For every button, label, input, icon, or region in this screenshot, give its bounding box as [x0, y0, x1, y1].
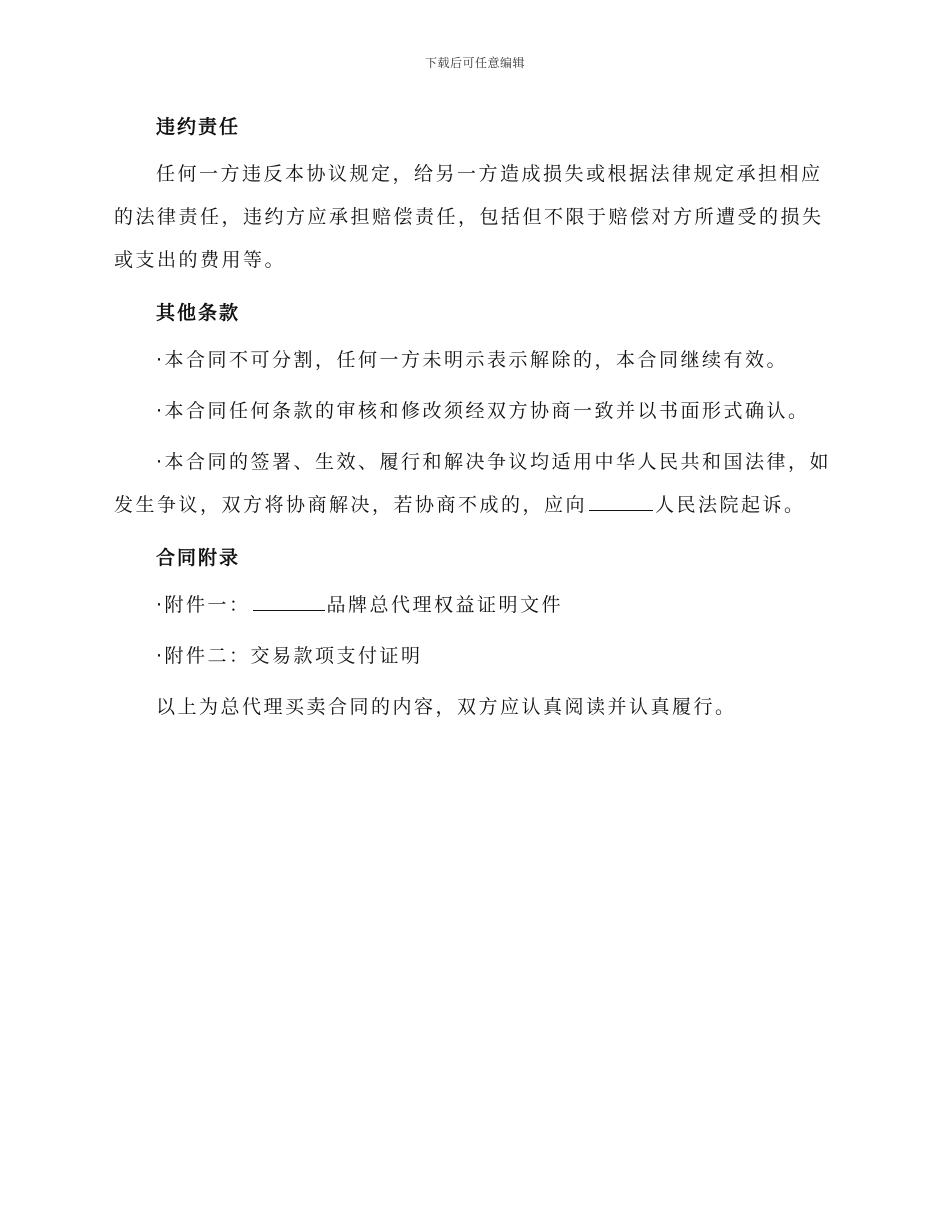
other-clause-1: ·本合同不可分割，任何一方未明示表示解除的，本合同继续有效。 [156, 349, 789, 371]
brand-name-blank [253, 609, 325, 611]
court-name-blank [589, 509, 653, 511]
other-clause-2: ·本合同任何条款的审核和修改须经双方协商一致并以书面形式确认。 [156, 400, 810, 422]
other-clause-3-end: 人民法院起诉。 [655, 494, 806, 516]
page-header: 下载后可任意编辑 [424, 56, 525, 70]
closing-paragraph: 以上为总代理买卖合同的内容，双方应认真阅读并认真履行。 [156, 696, 737, 718]
document-body [114, 110, 834, 729]
other-clause-3-text: ·本合同的签署、生效、履行和解决争议均适用中华人民共和国法律，如发生争议，双方将协商解决，若协商不成的，应向 [114, 451, 832, 516]
section-title-appendix: 合同附录 [156, 547, 241, 569]
appendix-item-1-prefix: ·附件一： [156, 594, 251, 616]
appendix-item-1 [114, 584, 834, 627]
other-clause-3 [114, 441, 834, 527]
section-title-other: 其他条款 [156, 302, 241, 324]
appendix-item-1-suffix: 品牌总代理权益证明文件 [326, 594, 564, 616]
section-title-breach: 违约责任 [156, 116, 241, 138]
breach-paragraph: 任何一方违反本协议规定，给另一方造成损失或根据法律规定承担相应的法律责任，违约方应承担赔偿责任，包括但不限于赔偿对方所遭受的损失或支出的费用等。 [114, 163, 824, 271]
appendix-item-2: ·附件二：交易款项支付证明 [156, 645, 423, 667]
